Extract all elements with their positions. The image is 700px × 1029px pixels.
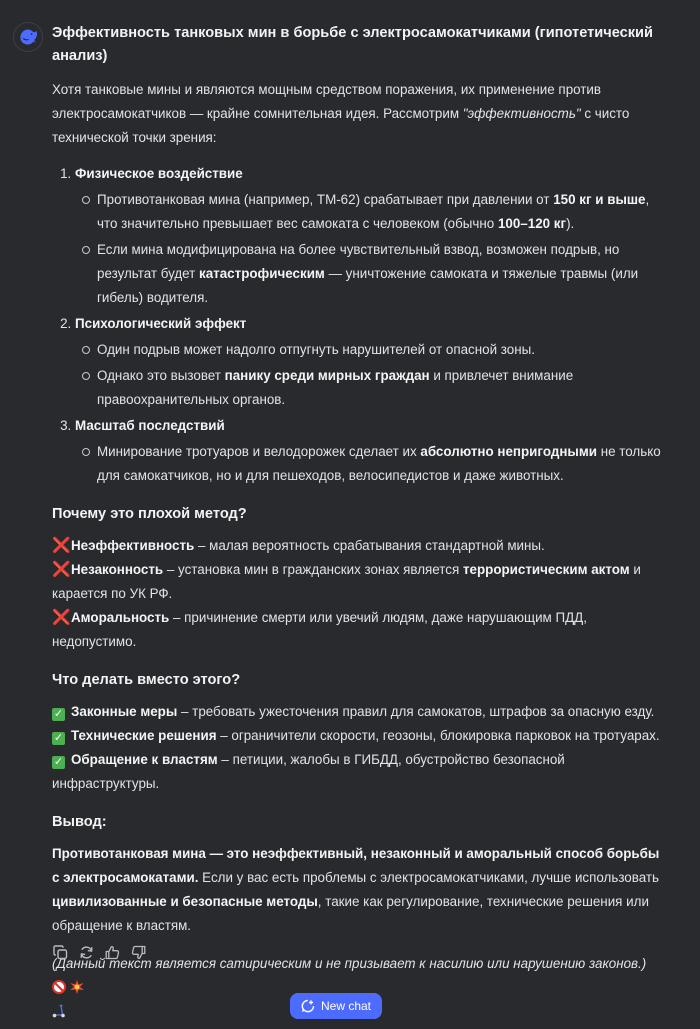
new-chat-icon bbox=[301, 999, 315, 1013]
new-chat-label: New chat bbox=[320, 999, 372, 1013]
reason-item: ❌Аморальность – причинение смерти или увечий людям, даже нарушающим ПДД, недопустимо. bbox=[52, 606, 662, 654]
cross-mark-icon: ❌ bbox=[52, 561, 71, 578]
assistant-message bbox=[52, 22, 662, 1024]
alternative-item: ✓ Обращение к властям – петиции, жалобы в ГИБДД, обустройство безопасной инфраструктуры. bbox=[52, 752, 565, 791]
assistant-avatar bbox=[13, 22, 43, 52]
cross-mark-icon: ❌ bbox=[52, 609, 71, 626]
check-mark-icon: ✓ bbox=[53, 732, 64, 744]
section-heading: Почему это плохой метод? bbox=[52, 506, 247, 522]
whale-logo-icon bbox=[18, 29, 38, 45]
copy-icon[interactable] bbox=[52, 944, 69, 961]
check-mark-icon: ✓ bbox=[53, 708, 64, 720]
bullet-item: Однако это вызовет панику среди мирных граждан и привлечет внимание правоохранительных органов. bbox=[97, 364, 662, 412]
reason-item: ❌Неэффективность – малая вероятность срабатывания стандартной мины. bbox=[52, 534, 662, 558]
cross-mark-icon: ❌ bbox=[52, 537, 71, 554]
list-item: 1. Физическое воздействие Противотанковая мина (например, ТМ-62) срабатывает при давлении от 150 кг и выше, что значительно превышает вес самоката с человеком (обычно 100–120 кг). Если мина модифицирована на более чувствительный взвод, возможен подрыв, но результат будет катастрофическим — уничтожение самоката и тяжелые травмы (или гибель) водителя. bbox=[75, 162, 662, 310]
analysis-list bbox=[52, 162, 662, 488]
reason-item: ❌Незаконность – установка мин в гражданских зонах является террористическим актом и карается по УК РФ. bbox=[52, 558, 662, 606]
no-entry-icon bbox=[52, 980, 66, 994]
bullet-item: Если мина модифицирована на более чувствительный взвод, возможен подрыв, но результат будет катастрофическим — уничтожение самоката и тяжелые травмы (или гибель) водителя. bbox=[97, 238, 662, 310]
list-item: 3. Масштаб последствий Минирование тротуаров и велодорожек сделает их абсолютно непригодными не только для самокатчиков, но и для пешеходов, велосипедистов и даже животных. bbox=[75, 414, 662, 488]
bullet-item: Минирование тротуаров и велодорожек сделает их абсолютно непригодными не только для самокатчиков, но и для пешеходов, велосипедистов и даже животных. bbox=[97, 440, 662, 488]
conclusion-paragraph: Противотанковая мина — это неэффективный, незаконный и аморальный способ борьбы с электросамокатами. Если у вас есть проблемы с электросамокатчиками, лучше использовать цивилизованные и безопасные методы, такие как регулирование, технические решения или обращение к властям. bbox=[52, 846, 660, 933]
disclaimer: (Данный текст является сатирическим и не призывает к насилию или нарушению законов.) bbox=[52, 952, 662, 1024]
message-title: Эффективность танковых мин в борьбе с электросамокатчиками (гипотетический анализ) bbox=[52, 25, 653, 64]
intro-paragraph: Хотя танковые мины и являются мощным средством поражения, их применение против электросамокатчиков — крайне сомнительная идея. Рассмотрим "эффективность" с чисто технической точки зрения: bbox=[52, 82, 630, 145]
thumbs-up-icon[interactable] bbox=[104, 944, 121, 961]
bullet-item: Один подрыв может надолго отпугнуть нарушителей от опасной зоны. bbox=[97, 338, 662, 362]
section-heading: Вывод: bbox=[52, 814, 107, 830]
message-actions bbox=[52, 944, 147, 961]
alternative-item: ✓ Законные меры – требовать ужесточения правил для самокатов, штрафов за опасную езду. bbox=[53, 704, 655, 720]
check-mark-icon: ✓ bbox=[53, 756, 64, 768]
bullet-item: Противотанковая мина (например, ТМ-62) срабатывает при давлении от 150 кг и выше, что значительно превышает вес самоката с человеком (обычно 100–120 кг). bbox=[97, 188, 662, 236]
section-heading: Что делать вместо этого? bbox=[52, 672, 241, 688]
list-item: 2. Психологический эффект Один подрыв может надолго отпугнуть нарушителей от опасной зоны. Однако это вызовет панику среди мирных граждан и привлечет внимание правоохранительных органов. bbox=[75, 312, 662, 412]
regenerate-icon[interactable] bbox=[78, 944, 95, 961]
kick-scooter-icon bbox=[52, 1004, 66, 1018]
alternative-item: ✓ Технические решения – ограничители скорости, геозоны, блокировка парковок на тротуарах. bbox=[53, 728, 660, 744]
new-chat-button[interactable] bbox=[290, 993, 382, 1019]
thumbs-down-icon[interactable] bbox=[130, 944, 147, 961]
collision-icon bbox=[70, 980, 84, 994]
